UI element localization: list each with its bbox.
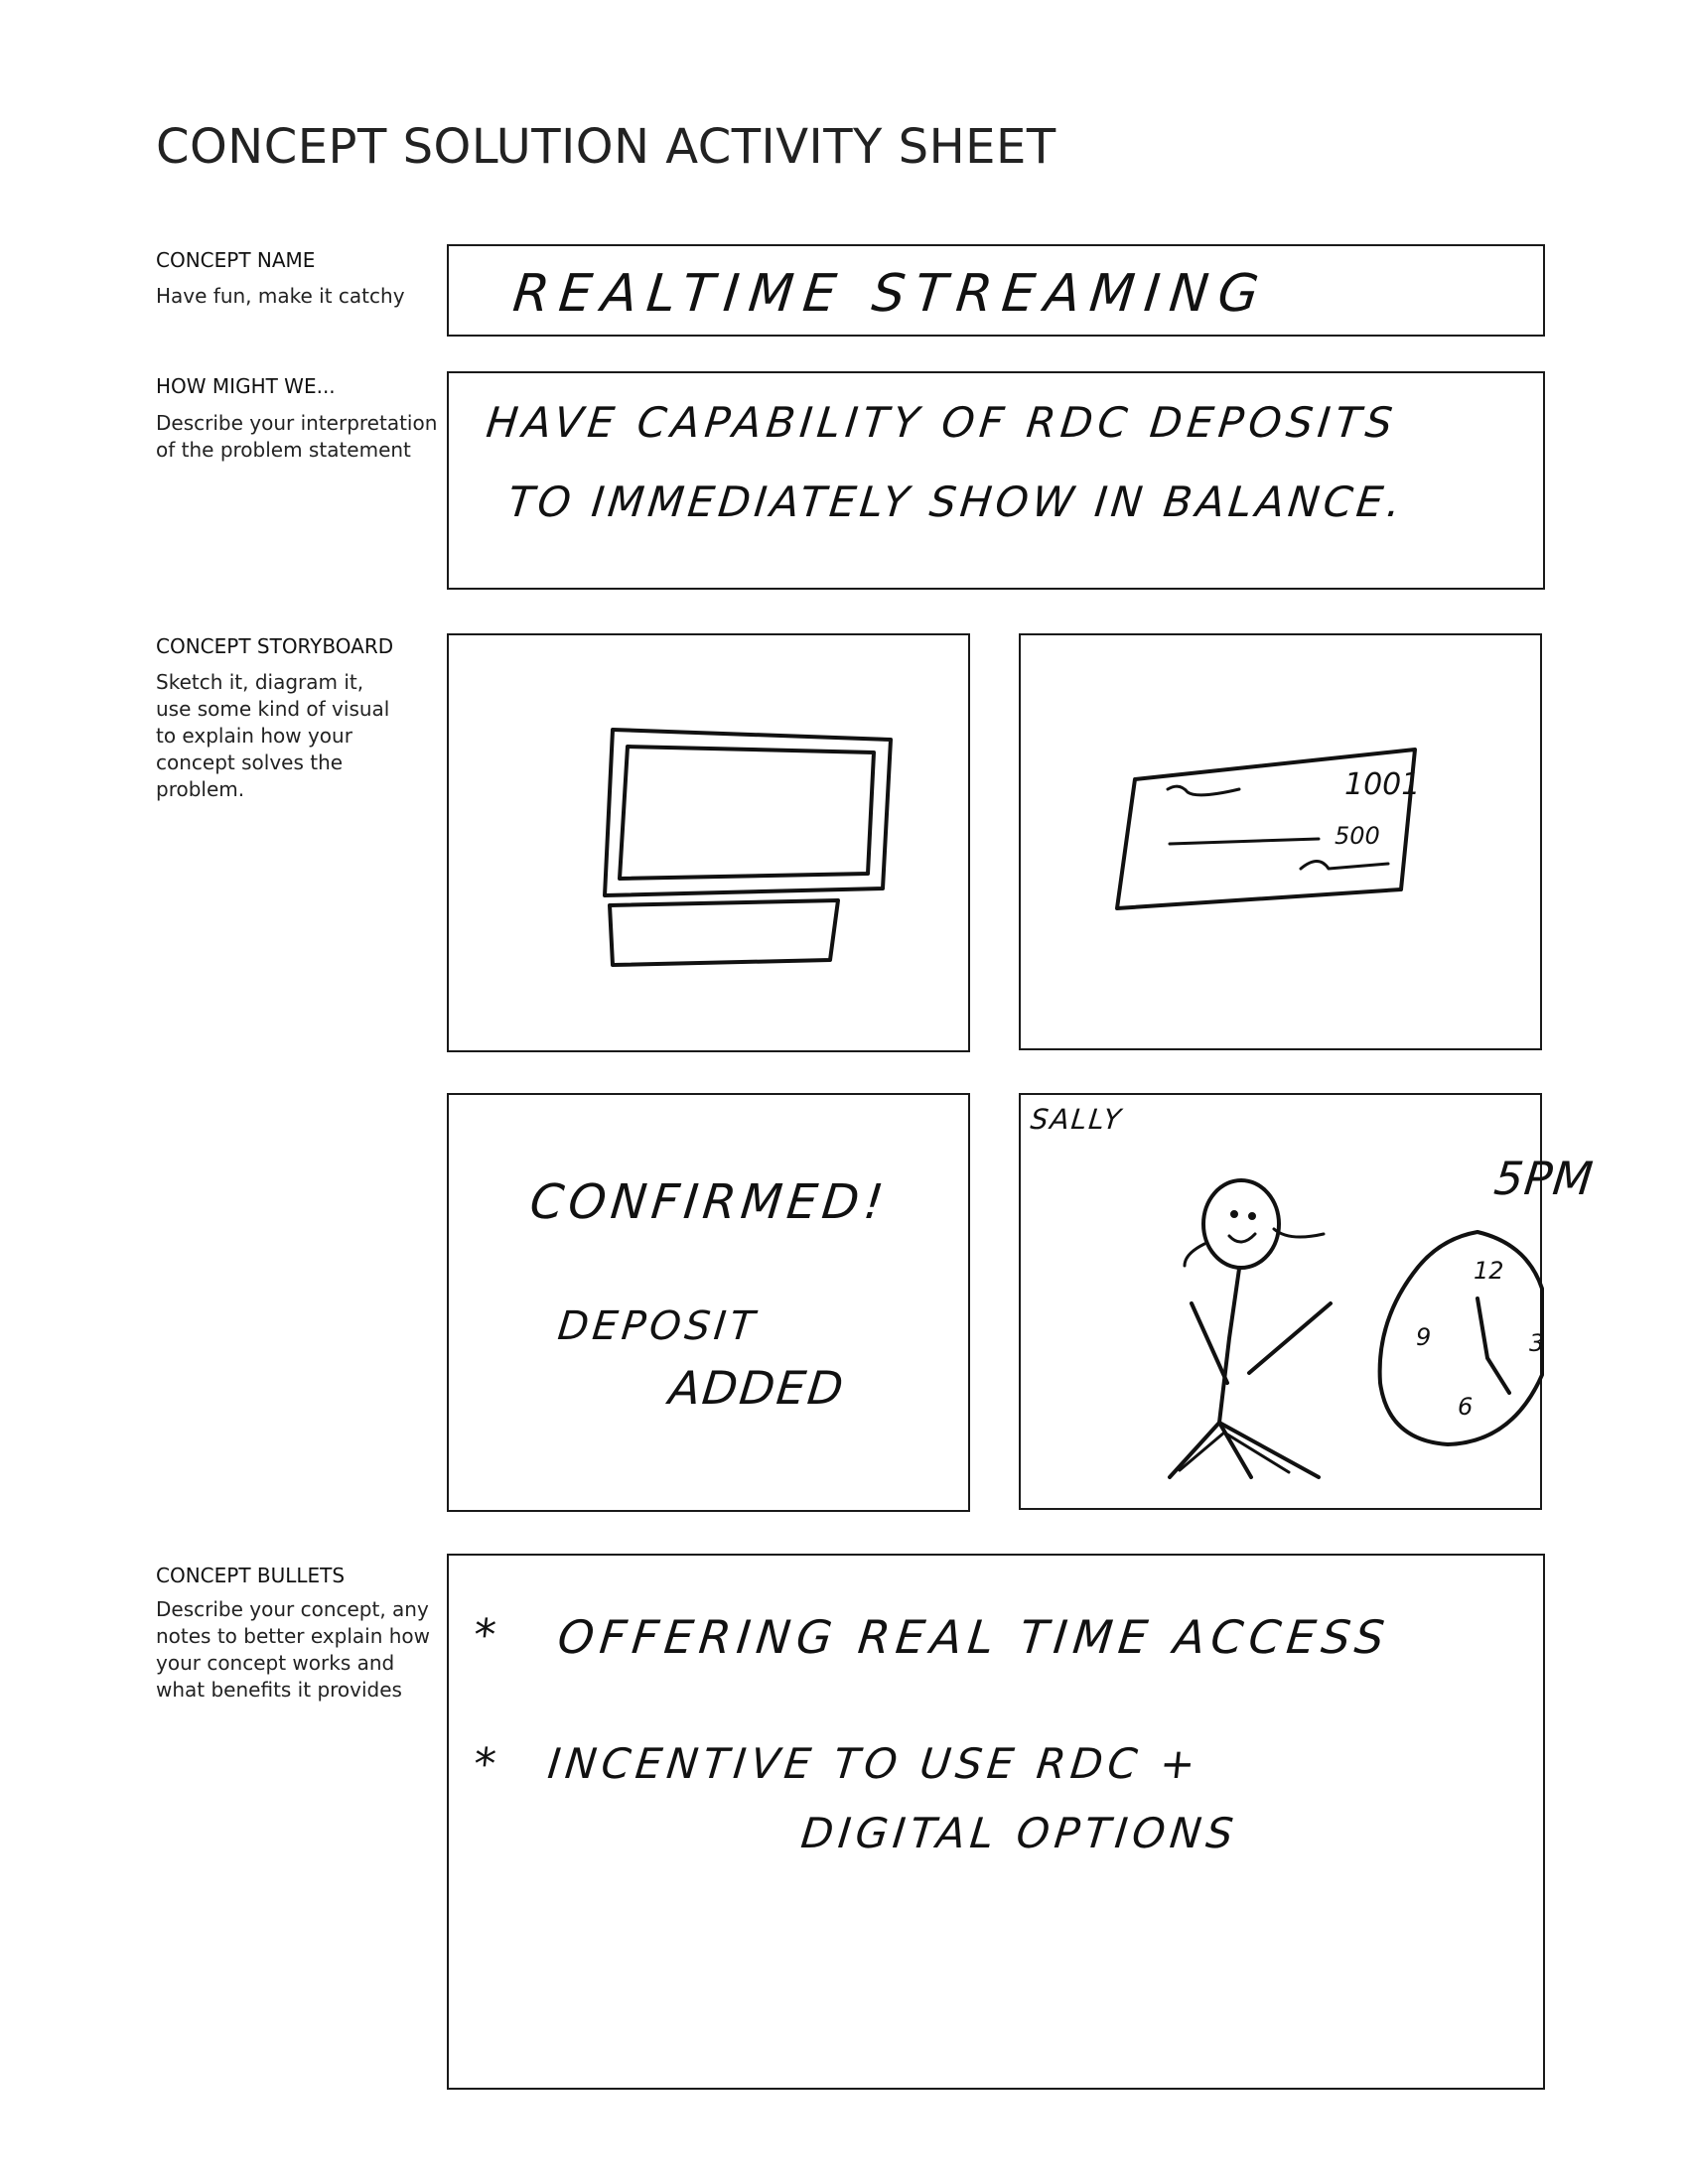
how-might-we-line-2: TO IMMEDIATELY SHOW IN BALANCE. — [505, 478, 1407, 526]
storyboard-label: CONCEPT STORYBOARD — [156, 634, 394, 658]
storyboard-description: Sketch it, diagram it, use some kind of visual to explain how your concept solves the problem. — [156, 670, 390, 801]
check-sketch-icon — [1021, 635, 1544, 1052]
bullet-item-2-line-1: INCENTIVE TO USE RDC + — [545, 1739, 1203, 1788]
person-name: SALLY — [1029, 1103, 1125, 1136]
deposit-text: DEPOSIT — [555, 1303, 761, 1349]
concept-name-description: Have fun, make it catchy — [156, 284, 405, 308]
concept-name-label: CONCEPT NAME — [156, 248, 316, 272]
clock-icon — [1380, 1232, 1544, 1444]
storyboard-panel-1[interactable] — [447, 633, 970, 1052]
how-might-we-line-1: HAVE CAPABILITY OF RDC DEPOSITS — [484, 398, 1400, 447]
storyboard-panel-2[interactable] — [1019, 633, 1542, 1050]
how-might-we-label: HOW MIGHT WE... — [156, 374, 336, 398]
how-might-we-box[interactable] — [447, 371, 1545, 590]
bullet-marker-1: * — [471, 1610, 498, 1661]
bullets-description: Describe your concept, any notes to better explain how your concept works and what benefits it provides — [156, 1597, 430, 1702]
clock-number-6: 6 — [1458, 1393, 1474, 1421]
bullet-item-2-line-2: DIGITAL OPTIONS — [798, 1809, 1241, 1857]
clock-number-9: 9 — [1416, 1323, 1432, 1351]
stick-figure-icon — [1170, 1180, 1331, 1477]
storyboard-panel-4[interactable] — [1019, 1093, 1542, 1510]
storyboard-panel-3[interactable] — [447, 1093, 970, 1512]
added-text: ADDED — [666, 1361, 848, 1415]
concept-name-box[interactable] — [447, 244, 1545, 337]
clock-number-3: 3 — [1529, 1329, 1544, 1357]
person-clock-sketch — [1021, 1095, 1544, 1512]
how-might-we-description: Describe your interpretation of the problem statement — [156, 411, 438, 462]
bullets-box[interactable] — [447, 1554, 1545, 2090]
confirmed-text: CONFIRMED! — [527, 1174, 892, 1230]
clock-number-12: 12 — [1474, 1257, 1504, 1285]
clock-time-text: 5PM — [1491, 1152, 1597, 1205]
computer-sketch-icon — [449, 635, 972, 1054]
bullet-item-1: OFFERING REAL TIME ACCESS — [555, 1610, 1393, 1664]
concept-name-value: REALTIME STREAMING — [509, 264, 1272, 324]
page-title: CONCEPT SOLUTION ACTIVITY SHEET — [156, 119, 1056, 175]
bullets-label: CONCEPT BULLETS — [156, 1564, 346, 1587]
check-amount: 500 — [1335, 822, 1380, 850]
check-number: 1001 — [1344, 767, 1421, 802]
bullet-marker-2: * — [471, 1739, 498, 1790]
